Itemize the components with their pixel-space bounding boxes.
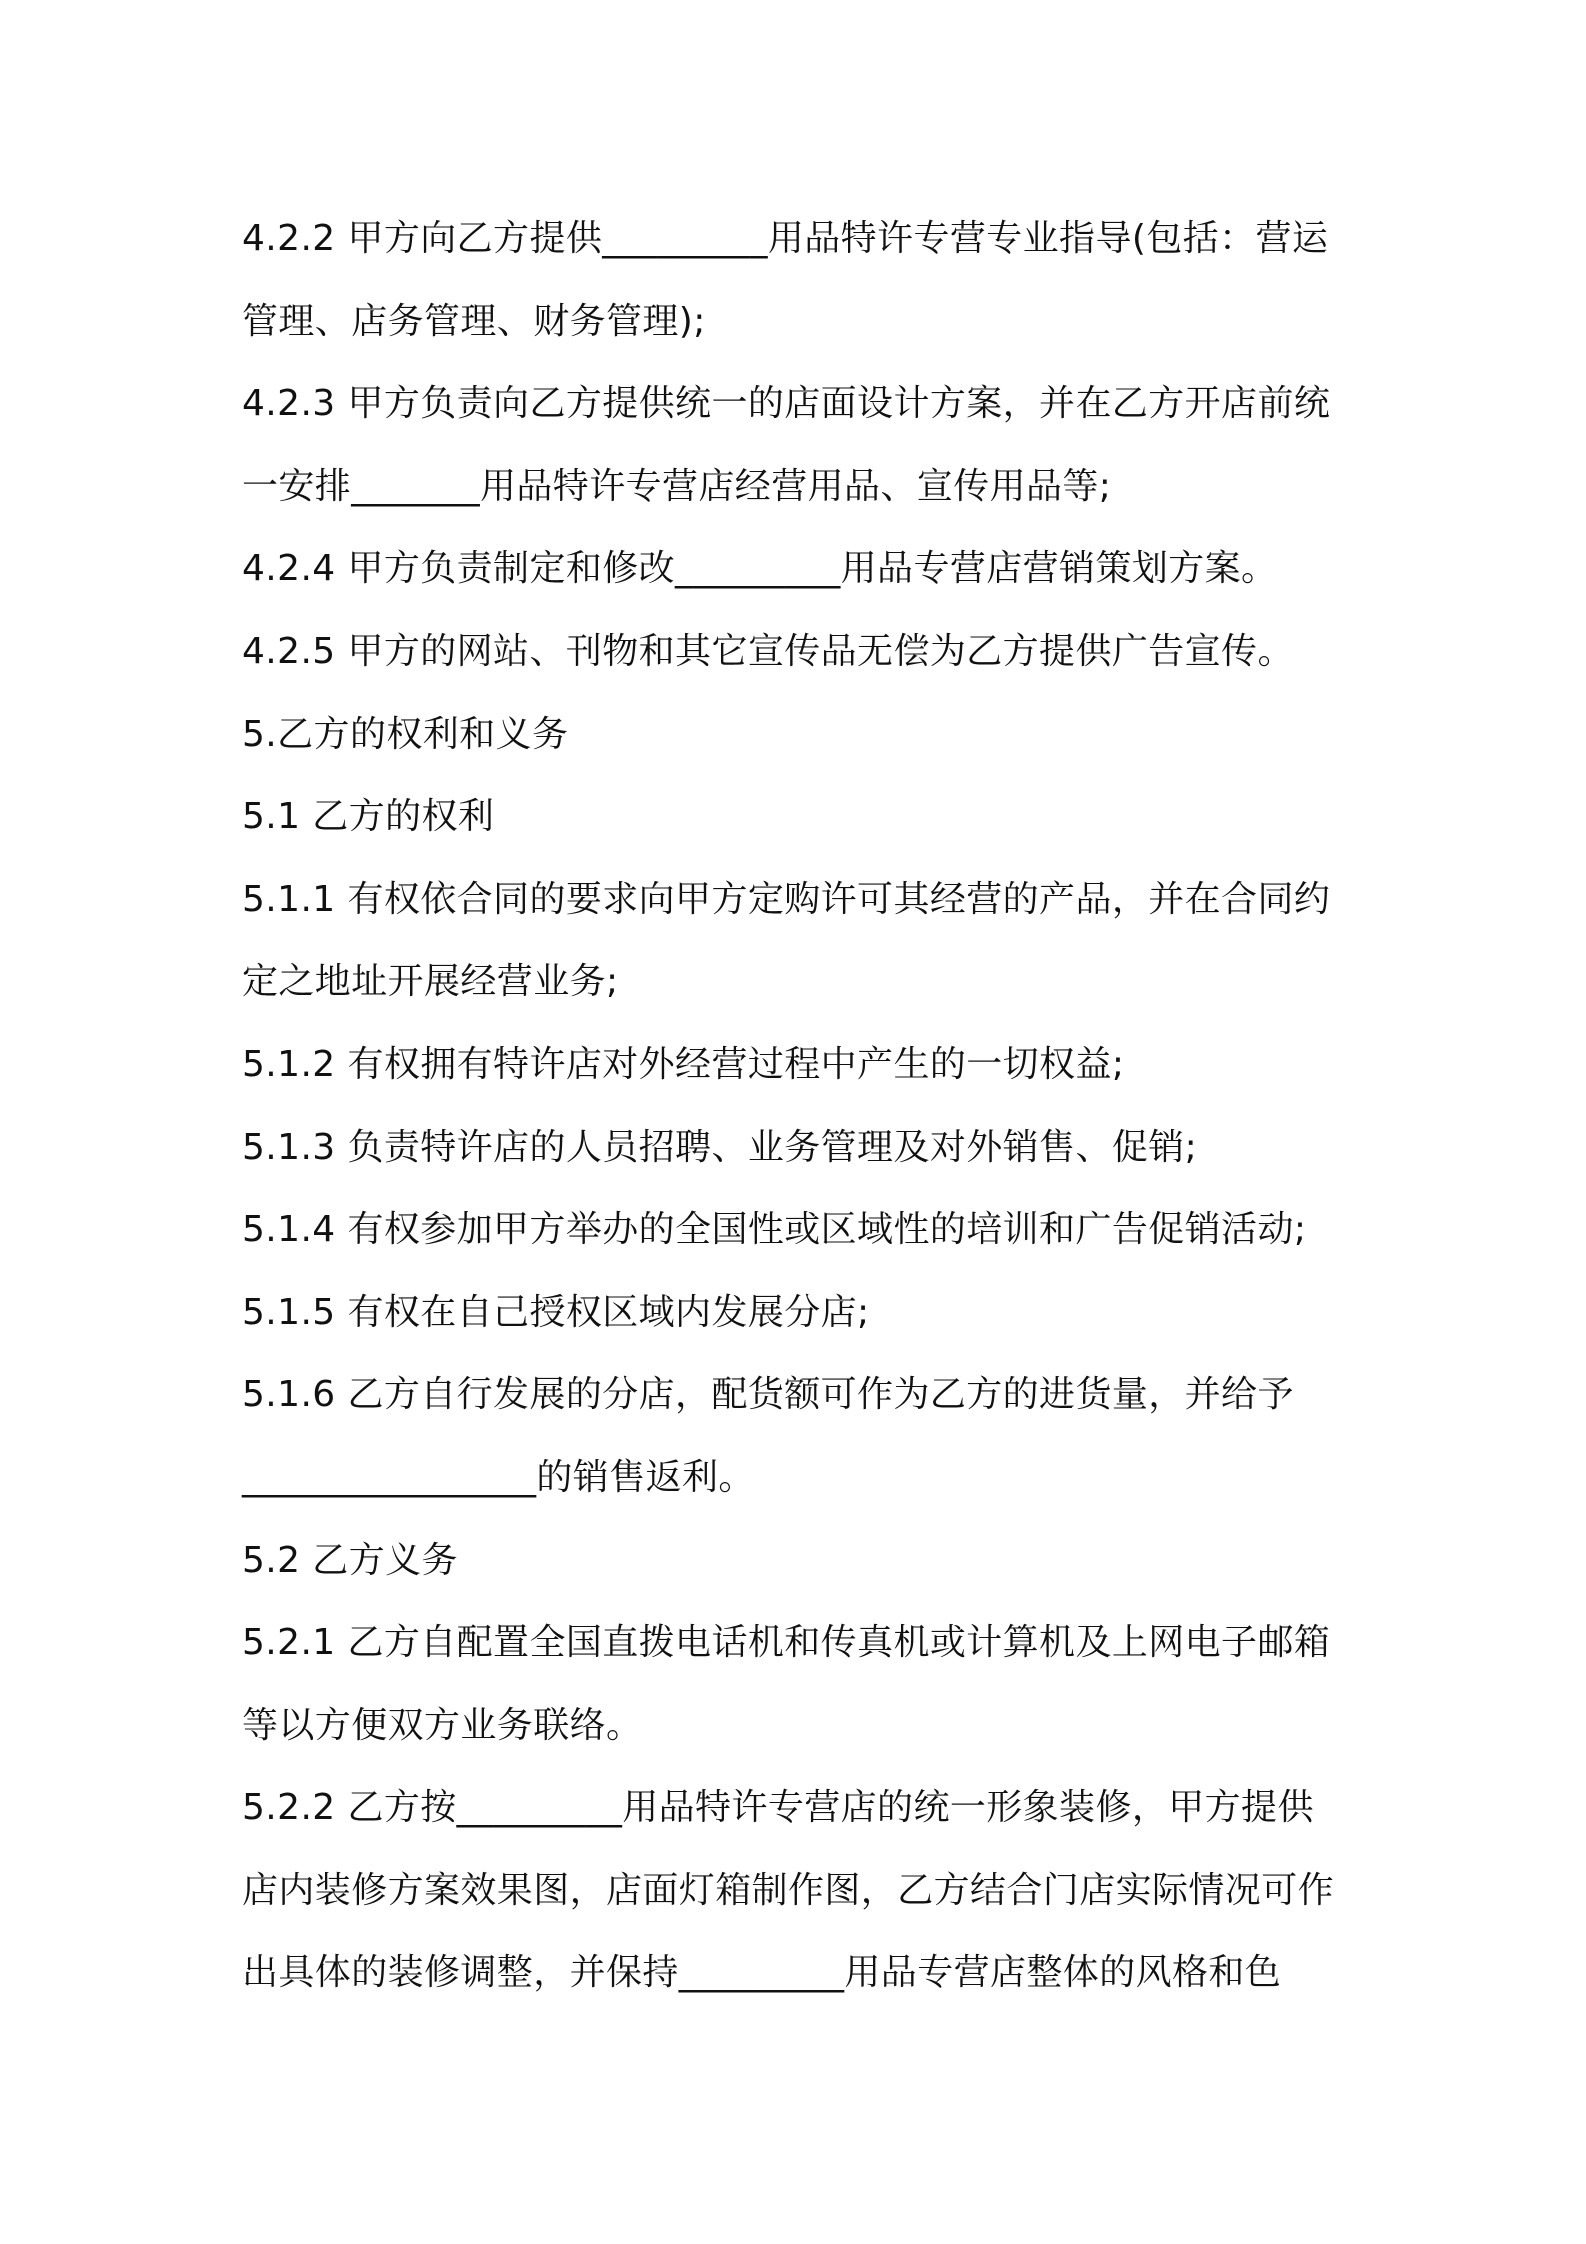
subsection-heading: 5.1 乙方的权利 <box>242 796 495 838</box>
section-heading: 5.乙方的权利和义务 <box>242 713 569 755</box>
text-line: 5.1.5 有权在自己授权区域内发展分店; <box>242 1291 870 1333</box>
subsection-heading: 5.2 乙方义务 <box>242 1539 458 1581</box>
text-line: 5.2.1 乙方自配置全国直拨电话机和传真机或计算机及上网电子邮箱 <box>242 1622 1331 1664</box>
text-line: 一安排_______用品特许专营店经营用品、宣传用品等; <box>242 465 1112 507</box>
text-line: 5.1.3 负责特许店的人员招聘、业务管理及对外销售、促销; <box>242 1126 1198 1168</box>
text-line: 4.2.5 甲方的网站、刊物和其它宣传品无偿为乙方提供广告宣传。 <box>242 630 1294 672</box>
text-line: 定之地址开展经营业务; <box>242 961 619 1003</box>
text-line: 管理、店务管理、财务管理); <box>242 300 706 342</box>
text-line: 5.2.2 乙方按_________用品特许专营店的统一形象装修，甲方提供 <box>242 1787 1314 1829</box>
text-line: 5.1.2 有权拥有特许店对外经营过程中产生的一切权益; <box>242 1043 1125 1085</box>
text-line: 4.2.4 甲方负责制定和修改_________用品专营店营销策划方案。 <box>242 548 1278 590</box>
text-line: 4.2.2 甲方向乙方提供_________用品特许专营专业指导(包括：营运 <box>242 218 1329 259</box>
text-line: 5.1.6 乙方自行发展的分店，配货额可作为乙方的进货量，并给予 <box>242 1374 1294 1416</box>
text-line: 5.1.1 有权依合同的要求向甲方定购许可其经营的产品，并在合同约 <box>242 878 1331 920</box>
text-line: 店内装修方案效果图，店面灯箱制作图，乙方结合门店实际情况可作 <box>242 1869 1335 1911</box>
document-body <box>242 198 1362 2015</box>
text-line: 出具体的装修调整，并保持_________用品专营店整体的风格和色 <box>242 1952 1282 1994</box>
text-line: ________________的销售返利。 <box>242 1456 755 1498</box>
text-line: 4.2.3 甲方负责向乙方提供统一的店面设计方案，并在乙方开店前统 <box>242 383 1331 425</box>
text-line: 等以方便双方业务联络。 <box>242 1704 643 1746</box>
text-line: 5.1.4 有权参加甲方举办的全国性或区域性的培训和广告促销活动; <box>242 1209 1307 1251</box>
